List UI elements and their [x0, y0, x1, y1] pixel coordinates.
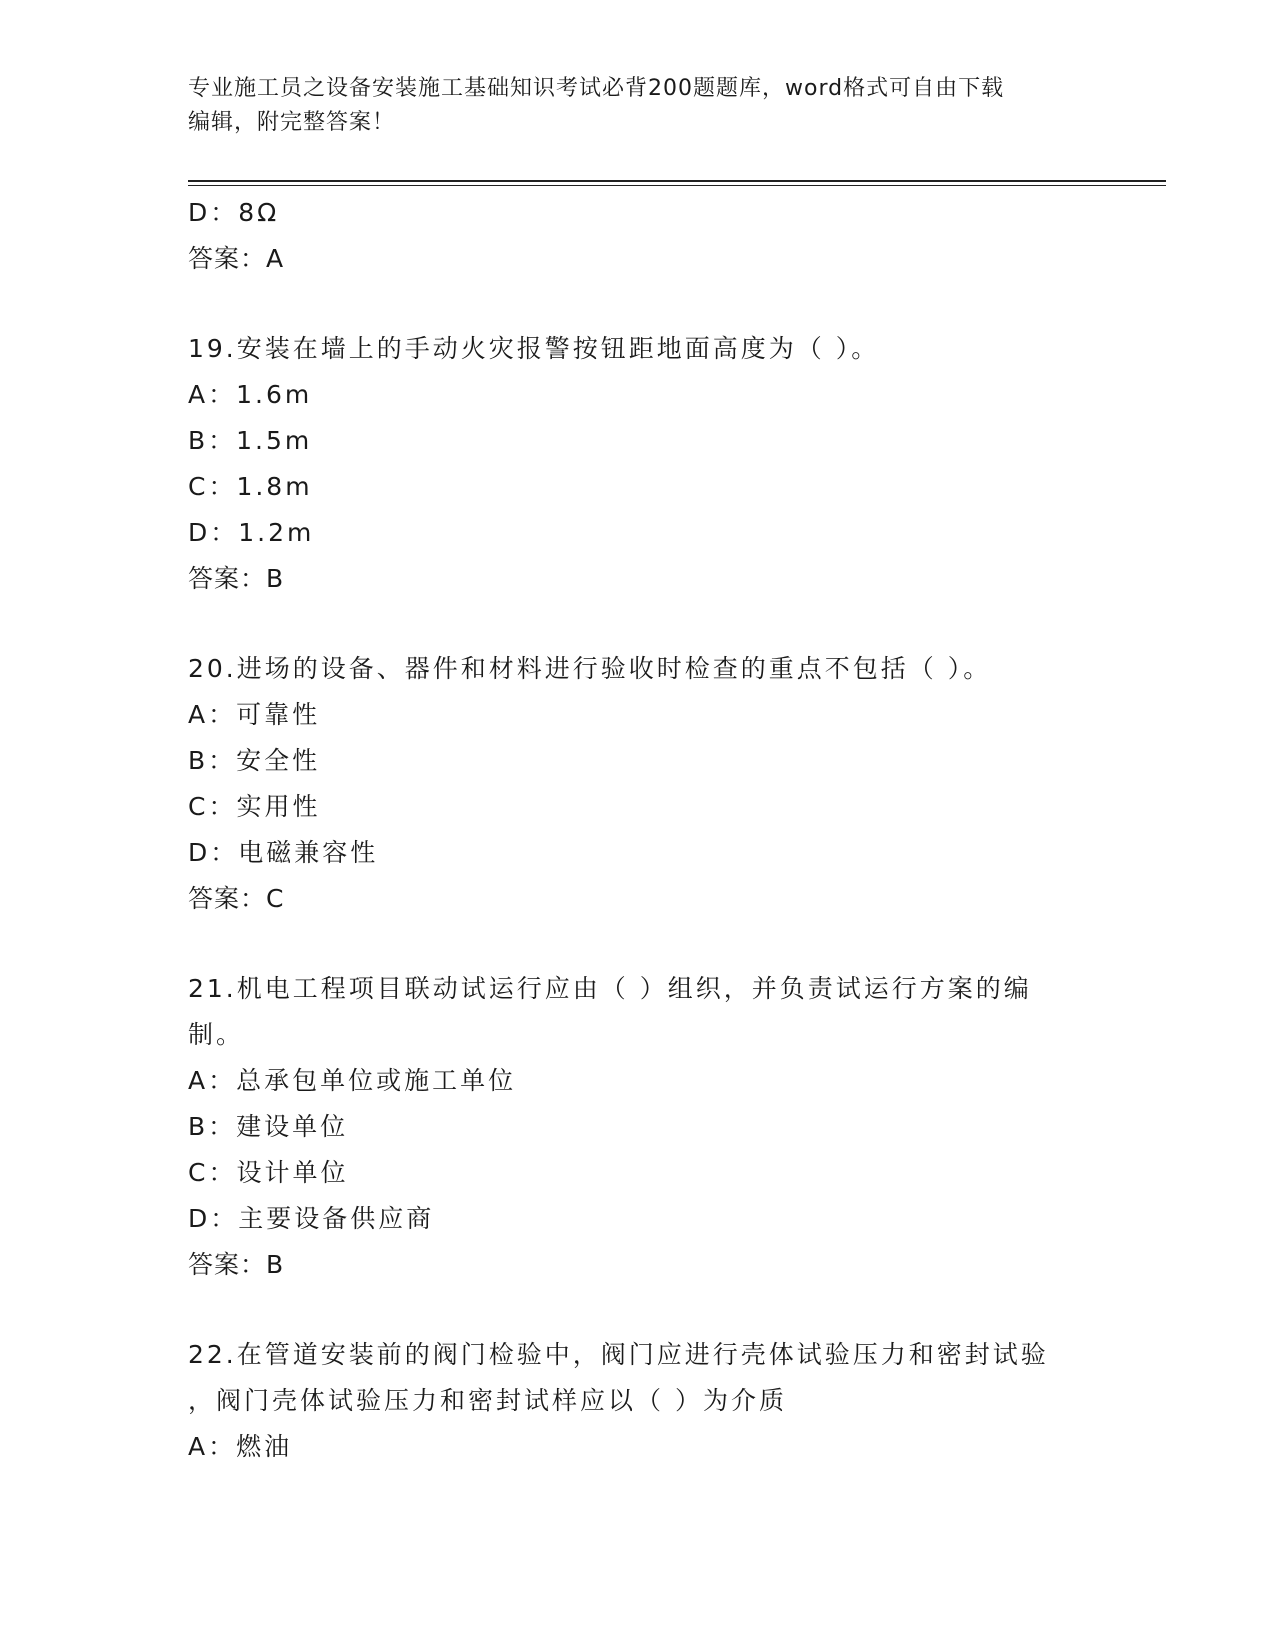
question-22-stem-line-1: 22.在管道安装前的阀门检验中，阀门应进行壳体试验压力和密封试验: [188, 1340, 1049, 1369]
question-21-option-a: A：总承包单位或施工单位: [188, 1066, 517, 1095]
question-20-option-a: A：可靠性: [188, 700, 321, 729]
option-d: D：8Ω: [188, 198, 280, 227]
header-divider-thick: [188, 180, 1166, 182]
question-20-option-c: C：实用性: [188, 792, 321, 821]
answer-label: 答案：A: [188, 244, 285, 273]
header-title-line-1: 专业施工员之设备安装施工基础知识考试必背200题题库，word格式可自由下载: [188, 76, 1005, 101]
question-20-option-d: D：电磁兼容性: [188, 838, 379, 867]
question-20-stem: 20.进场的设备、器件和材料进行验收时检查的重点不包括（ ）。: [188, 654, 992, 683]
question-19-option-b: B：1.5m: [188, 426, 313, 455]
question-21-stem-line-2: 制。: [188, 1020, 245, 1049]
question-19-stem: 19.安装在墙上的手动火灾报警按钮距地面高度为（ ）。: [188, 334, 880, 363]
question-19-answer: 答案：B: [188, 564, 285, 593]
question-21-stem-line-1: 21.机电工程项目联动试运行应由（ ）组织，并负责试运行方案的编: [188, 974, 1032, 1003]
document-header: [188, 72, 1068, 140]
question-22-option-a: A：燃油: [188, 1432, 293, 1461]
question-22-stem-line-2: ，阀门壳体试验压力和密封试样应以（ ）为介质: [188, 1386, 787, 1415]
question-19-option-c: C：1.8m: [188, 472, 313, 501]
header-title-line-2: 编辑，附完整答案！: [188, 110, 396, 135]
question-21-option-d: D：主要设备供应商: [188, 1204, 435, 1233]
question-list: [188, 190, 1088, 1470]
question-20-answer: 答案：C: [188, 884, 285, 913]
question-19-option-a: A：1.6m: [188, 380, 313, 409]
question-21-option-c: C：设计单位: [188, 1158, 349, 1187]
question-21-answer: 答案：B: [188, 1250, 285, 1279]
question-19-option-d: D：1.2m: [188, 518, 315, 547]
header-divider-thin: [188, 185, 1166, 186]
question-21-option-b: B：建设单位: [188, 1112, 349, 1141]
question-20-option-b: B：安全性: [188, 746, 321, 775]
